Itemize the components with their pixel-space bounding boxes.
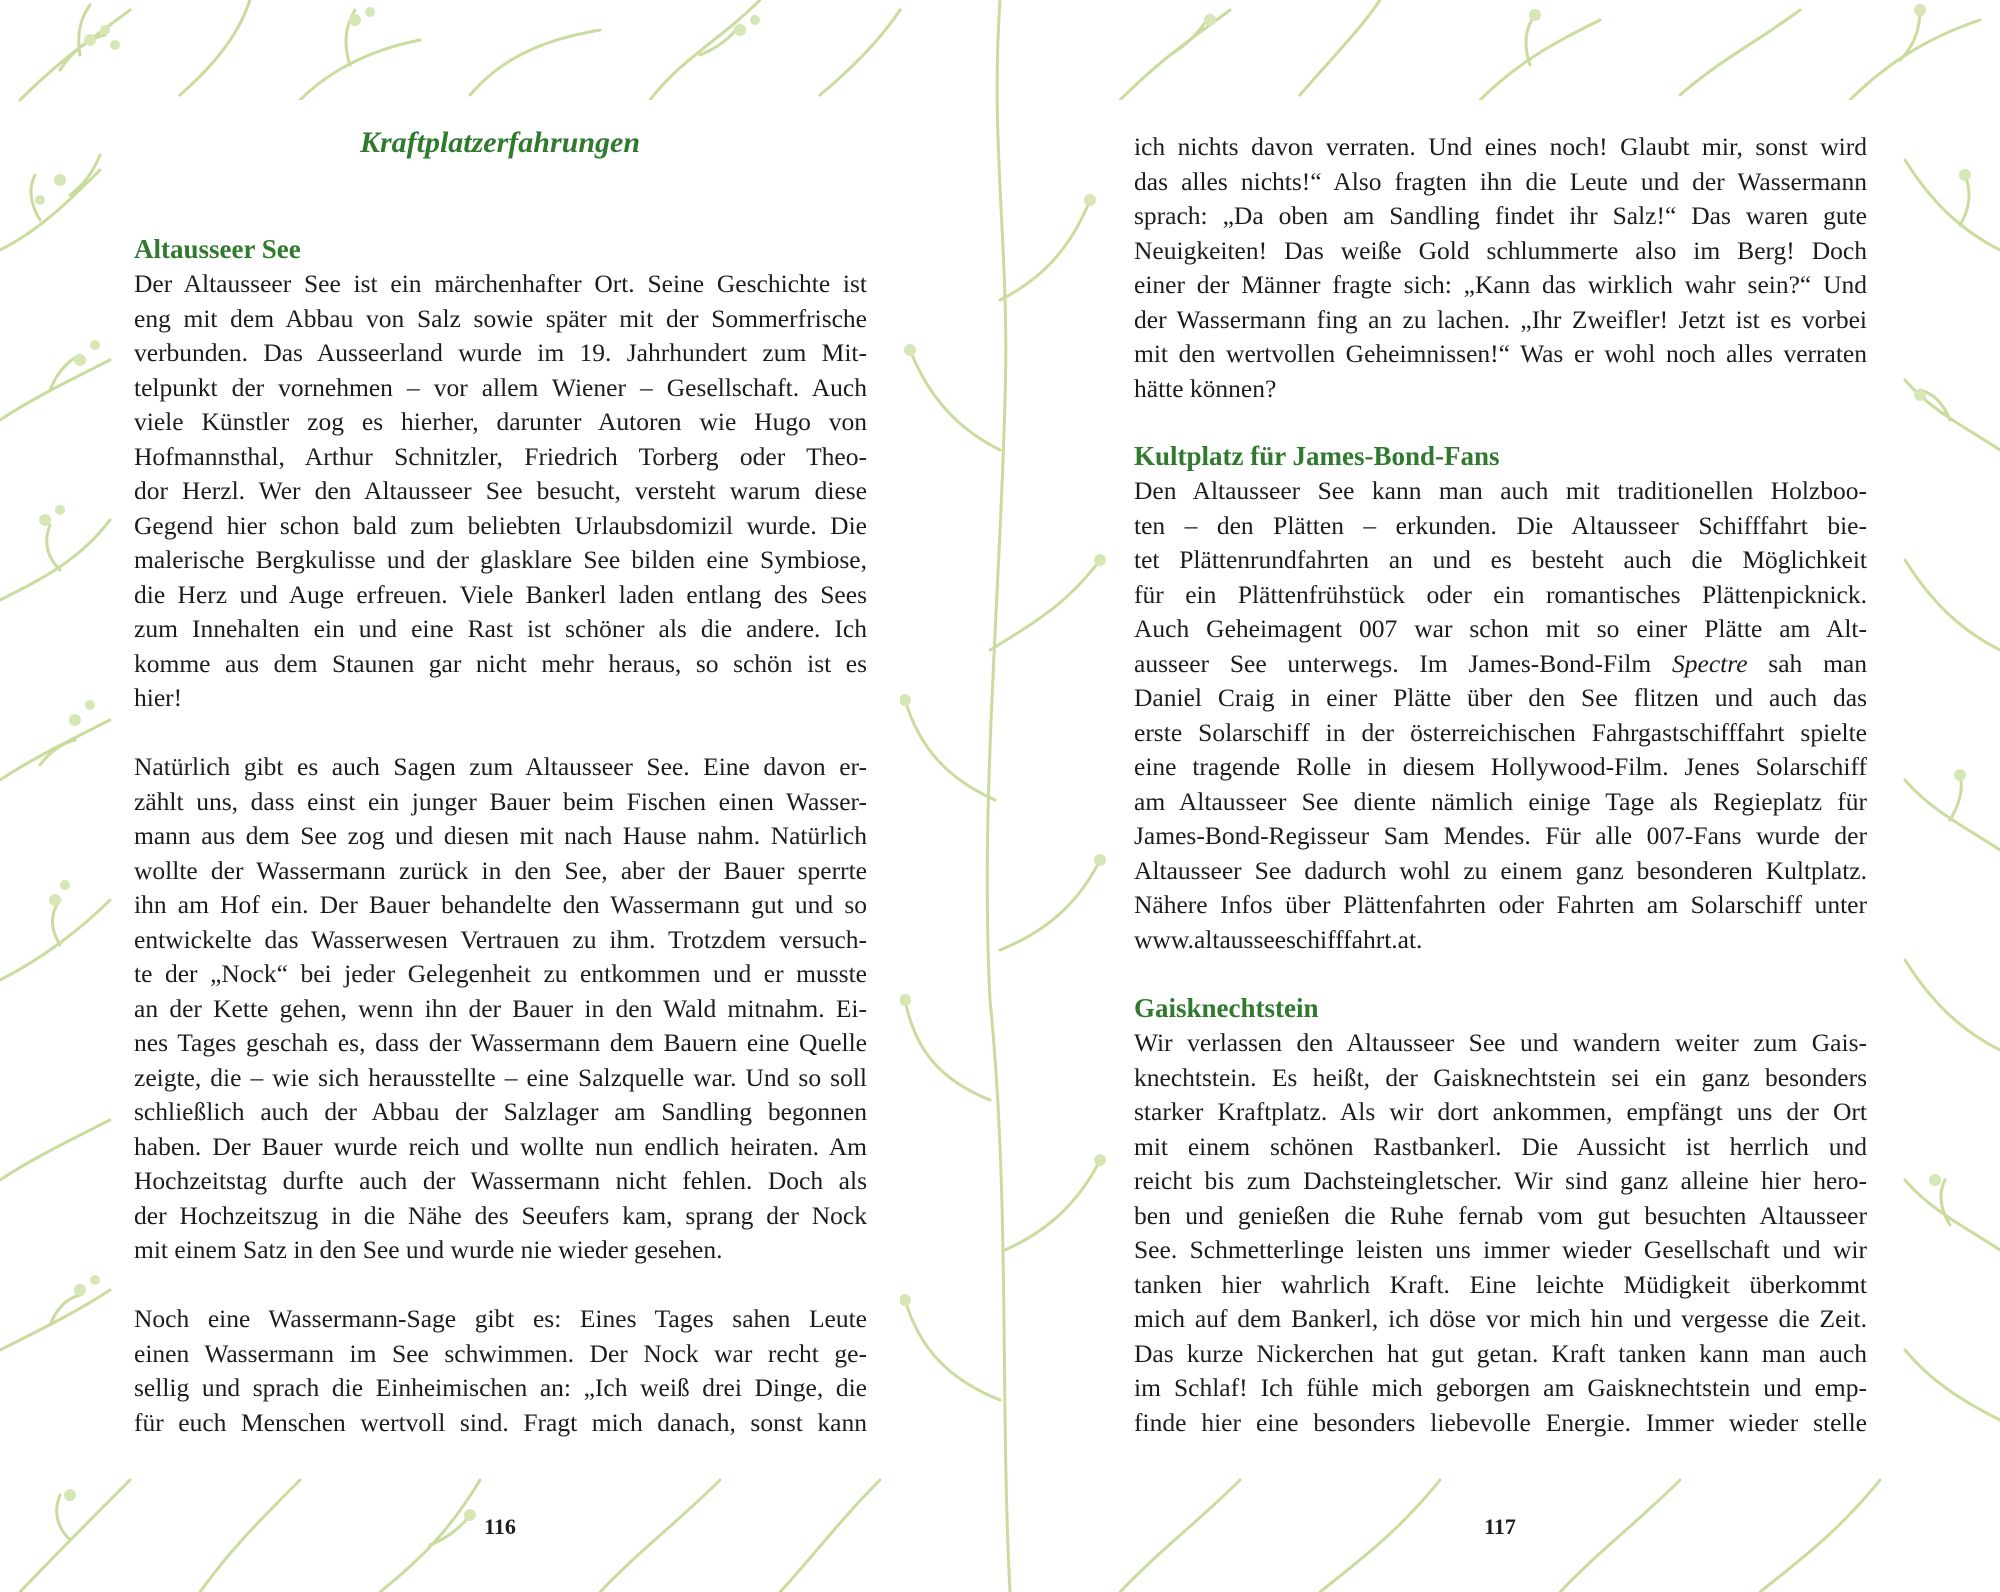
right-paragraph-3 [1134, 1026, 1867, 1440]
section-heading-altausseer-see: Altausseer See [134, 234, 301, 264]
text-line: knechtstein. Es heißt, der Gaisknechtstein sei ein ganz besonders [1134, 1062, 1867, 1092]
text-line: entwickelte das Wasserwesen Vertrauen zu ihm. Trotzdem versuch- [134, 924, 867, 954]
text-line: Hofmannsthal, Arthur Schnitzler, Friedrich Torberg oder Theo- [134, 441, 867, 471]
text-line: malerische Bergkulisse und der glasklare See bilden eine Symbiose, [134, 545, 867, 574]
chapter-title: Kraftplatzerfahrungen [359, 126, 641, 159]
text-line: die Herz und Auge erfreuen. Viele Bankerl laden entlang des Sees [134, 579, 867, 609]
text-line: das alles nichts!“ Also fragten ihn die Leute und der Wassermann [1134, 166, 1867, 196]
text-line: wollte der Wassermann zurück in den See, aber der Bauer sperrte [134, 855, 867, 885]
text-line: tanken hier wahrlich Kraft. Eine leichte Müdigkeit überkommt [1134, 1269, 1867, 1299]
text-line: für ein Plättenfrühstück oder ein romantisches Plättenpicknick. [1134, 579, 1867, 609]
text-line: hätte können? [1134, 373, 1277, 403]
text-line: einer der Männer fragte sich: „Kann das wirklich wahr sein?“ Und [1134, 270, 1867, 299]
text-line: Neuigkeiten! Das weiße Gold schlummerte also im Berg! Doch [1134, 235, 1867, 265]
text-line: mich auf dem Bankerl, ich döse vor mich hin und vergesse die Zeit. [1134, 1304, 1867, 1333]
text-line: ben und genießen die Ruhe fernab vom gut besuchten Altausseer [1134, 1200, 1867, 1230]
text-line: an der Kette gehen, wenn ihn der Bauer in den Wald mitnahm. Ei- [134, 993, 867, 1023]
text-line: zählt uns, dass einst ein junger Bauer beim Fischen einen Wasser- [134, 786, 867, 816]
section-heading-gaisknechtstein: Gaisknechtstein [1134, 993, 1319, 1023]
text-line: eine tragende Rolle in diesem Hollywood-Film. Jenes Solarschiff [1134, 752, 1867, 781]
text-line: zum Innehalten ein und eine Rast ist schöner als die andere. Ich [134, 614, 867, 643]
text-line: schließlich auch der Abbau der Salzlager am Sandling begonnen [134, 1097, 867, 1126]
text-line: mann aus dem See zog und diesen mit nach Hause nahm. Natürlich [134, 821, 867, 850]
text-line: telpunkt der vornehmen – vor allem Wiener – Gesellschaft. Auch [134, 372, 867, 402]
text-line: ausseer See unterwegs. Im James-Bond-Film Spectre sah man [1134, 648, 1867, 678]
text-line: am Altausseer See diente nämlich einige Tage als Regieplatz für [1134, 786, 1867, 816]
text-line: im Schlaf! Ich fühle mich geborgen am Gaisknechtstein und emp- [1134, 1373, 1867, 1402]
text-line: mit einem Satz in den See und wurde nie wieder gesehen. [134, 1235, 723, 1264]
text-line: erste Solarschiff in der österreichischen Fahrgastschifffahrt spielte [1134, 717, 1867, 747]
section-heading-kultplatz: Kultplatz für James-Bond-Fans [1134, 441, 1500, 471]
left-paragraph-3 [134, 1302, 867, 1440]
left-paragraph-2 [134, 750, 867, 1268]
text-line: See. Schmetterlinge leisten uns immer wieder Gesellschaft und wir [1134, 1235, 1867, 1264]
text-line: verbunden. Das Ausseerland wurde im 19. Jahrhundert zum Mit- [134, 338, 867, 367]
text-line: komme aus dem Staunen gar nicht mehr heraus, so schön ist es [134, 648, 867, 678]
text-line: einen Wassermann im See schwimmen. Der Nock war recht ge- [134, 1338, 867, 1368]
text-line: ten – den Plätten – erkunden. Die Altausseer Schifffahrt bie- [1134, 510, 1867, 540]
text-line: James-Bond-Regisseur Sam Mendes. Für alle 007-Fans wurde der [1134, 821, 1867, 850]
text-line: Wir verlassen den Altausseer See und wandern weiter zum Gais- [1134, 1028, 1867, 1057]
text-line: Den Altausseer See kann man auch mit traditionellen Holzboo- [1134, 476, 1867, 505]
text-line: finde hier eine besonders liebevolle Energie. Immer wieder stelle [1134, 1407, 1867, 1437]
text-line: Nähere Infos über Plättenfahrten oder Fahrten am Solarschiff unter [1134, 890, 1867, 919]
film-title: Spectre [1672, 648, 1748, 678]
right-paragraph-2 [1134, 474, 1867, 957]
text-line: Natürlich gibt es auch Sagen zum Altausseer See. Eine davon er- [134, 752, 867, 781]
text-line: sellig und sprach die Einheimischen an: „Ich weiß drei Dinge, die [134, 1373, 867, 1402]
text-line: Der Altausseer See ist ein märchenhafter Ort. Seine Geschichte ist [134, 269, 867, 298]
text-line: tet Plättenrundfahrten an und es besteht auch die Möglichkeit [1134, 545, 1867, 574]
text-line: der Wassermann fing an zu lachen. „Ihr Zweifler! Jetzt ist es vorbei [1134, 304, 1867, 334]
page-number-left: 116 [484, 1514, 516, 1539]
text-line: ihn am Hof ein. Der Bauer behandelte den Wassermann gut und so [134, 890, 867, 919]
text-line: zeigte, die – wie sich herausstellte – eine Salzquelle war. Und so soll [134, 1062, 867, 1092]
text-line: Auch Geheimagent 007 war schon mit so einer Plätte am Alt- [1134, 614, 1867, 643]
text-line: viele Künstler zog es hierher, darunter Autoren wie Hugo von [134, 407, 867, 436]
text-line: Gegend hier schon bald zum beliebten Urlaubsdomizil wurde. Die [134, 510, 867, 540]
text-line: haben. Der Bauer wurde reich und wollte nun endlich heiraten. Am [134, 1131, 867, 1161]
text-line: nes Tages geschah es, dass der Wassermann dem Bauern eine Quelle [134, 1028, 867, 1057]
text-line: reicht bis zum Dachsteingletscher. Wir sind ganz alleine hier hero- [1134, 1166, 1867, 1195]
text-line: Altausseer See dadurch wohl zu einem ganz besonderen Kultplatz. [1134, 855, 1867, 885]
text-line: Das kurze Nickerchen hat gut getan. Kraft tanken kann man auch [1134, 1338, 1867, 1368]
text-line: mit den wertvollen Geheimnissen!“ Was er wohl noch alles verraten [1134, 339, 1867, 368]
text-line: der Hochzeitszug in die Nähe des Seeufers kam, sprang der Nock [134, 1200, 867, 1230]
text-line: ich nichts davon verraten. Und eines noch! Glaubt mir, sonst wird [1134, 132, 1867, 161]
text-line: Hochzeitstag durfte auch der Wassermann nicht fehlen. Doch als [134, 1166, 867, 1195]
text-line: Daniel Craig in einer Plätte über den See flitzen und auch das [1134, 683, 1867, 712]
text-line: sprach: „Da oben am Sandling findet ihr Salz!“ Das waren gute [1134, 201, 1867, 230]
text-line: dor Herzl. Wer den Altausseer See besucht, versteht warum diese [134, 476, 867, 505]
text-line: Noch eine Wassermann-Sage gibt es: Eines Tages sahen Leute [134, 1304, 867, 1333]
text-line: starker Kraftplatz. Als wir dort ankommen, empfängt uns der Ort [1134, 1097, 1867, 1126]
text-line: eng mit dem Abbau von Salz sowie später mit der Sommerfrische [134, 303, 867, 333]
text-line: mit einem schönen Rastbankerl. Die Aussicht ist herrlich und [1134, 1131, 1867, 1161]
text-line: hier! [134, 683, 183, 712]
left-paragraph-1 [134, 267, 867, 716]
right-paragraph-1 [1134, 130, 1867, 406]
text-line: für euch Menschen wertvoll sind. Fragt mich danach, sonst kann [134, 1407, 867, 1437]
text-line: te der „Nock“ bei jeder Gelegenheit zu entkommen und er musste [134, 959, 867, 988]
text-line: www.altausseeschifffahrt.at. [1134, 924, 1423, 954]
page-number-right: 117 [1484, 1514, 1516, 1539]
